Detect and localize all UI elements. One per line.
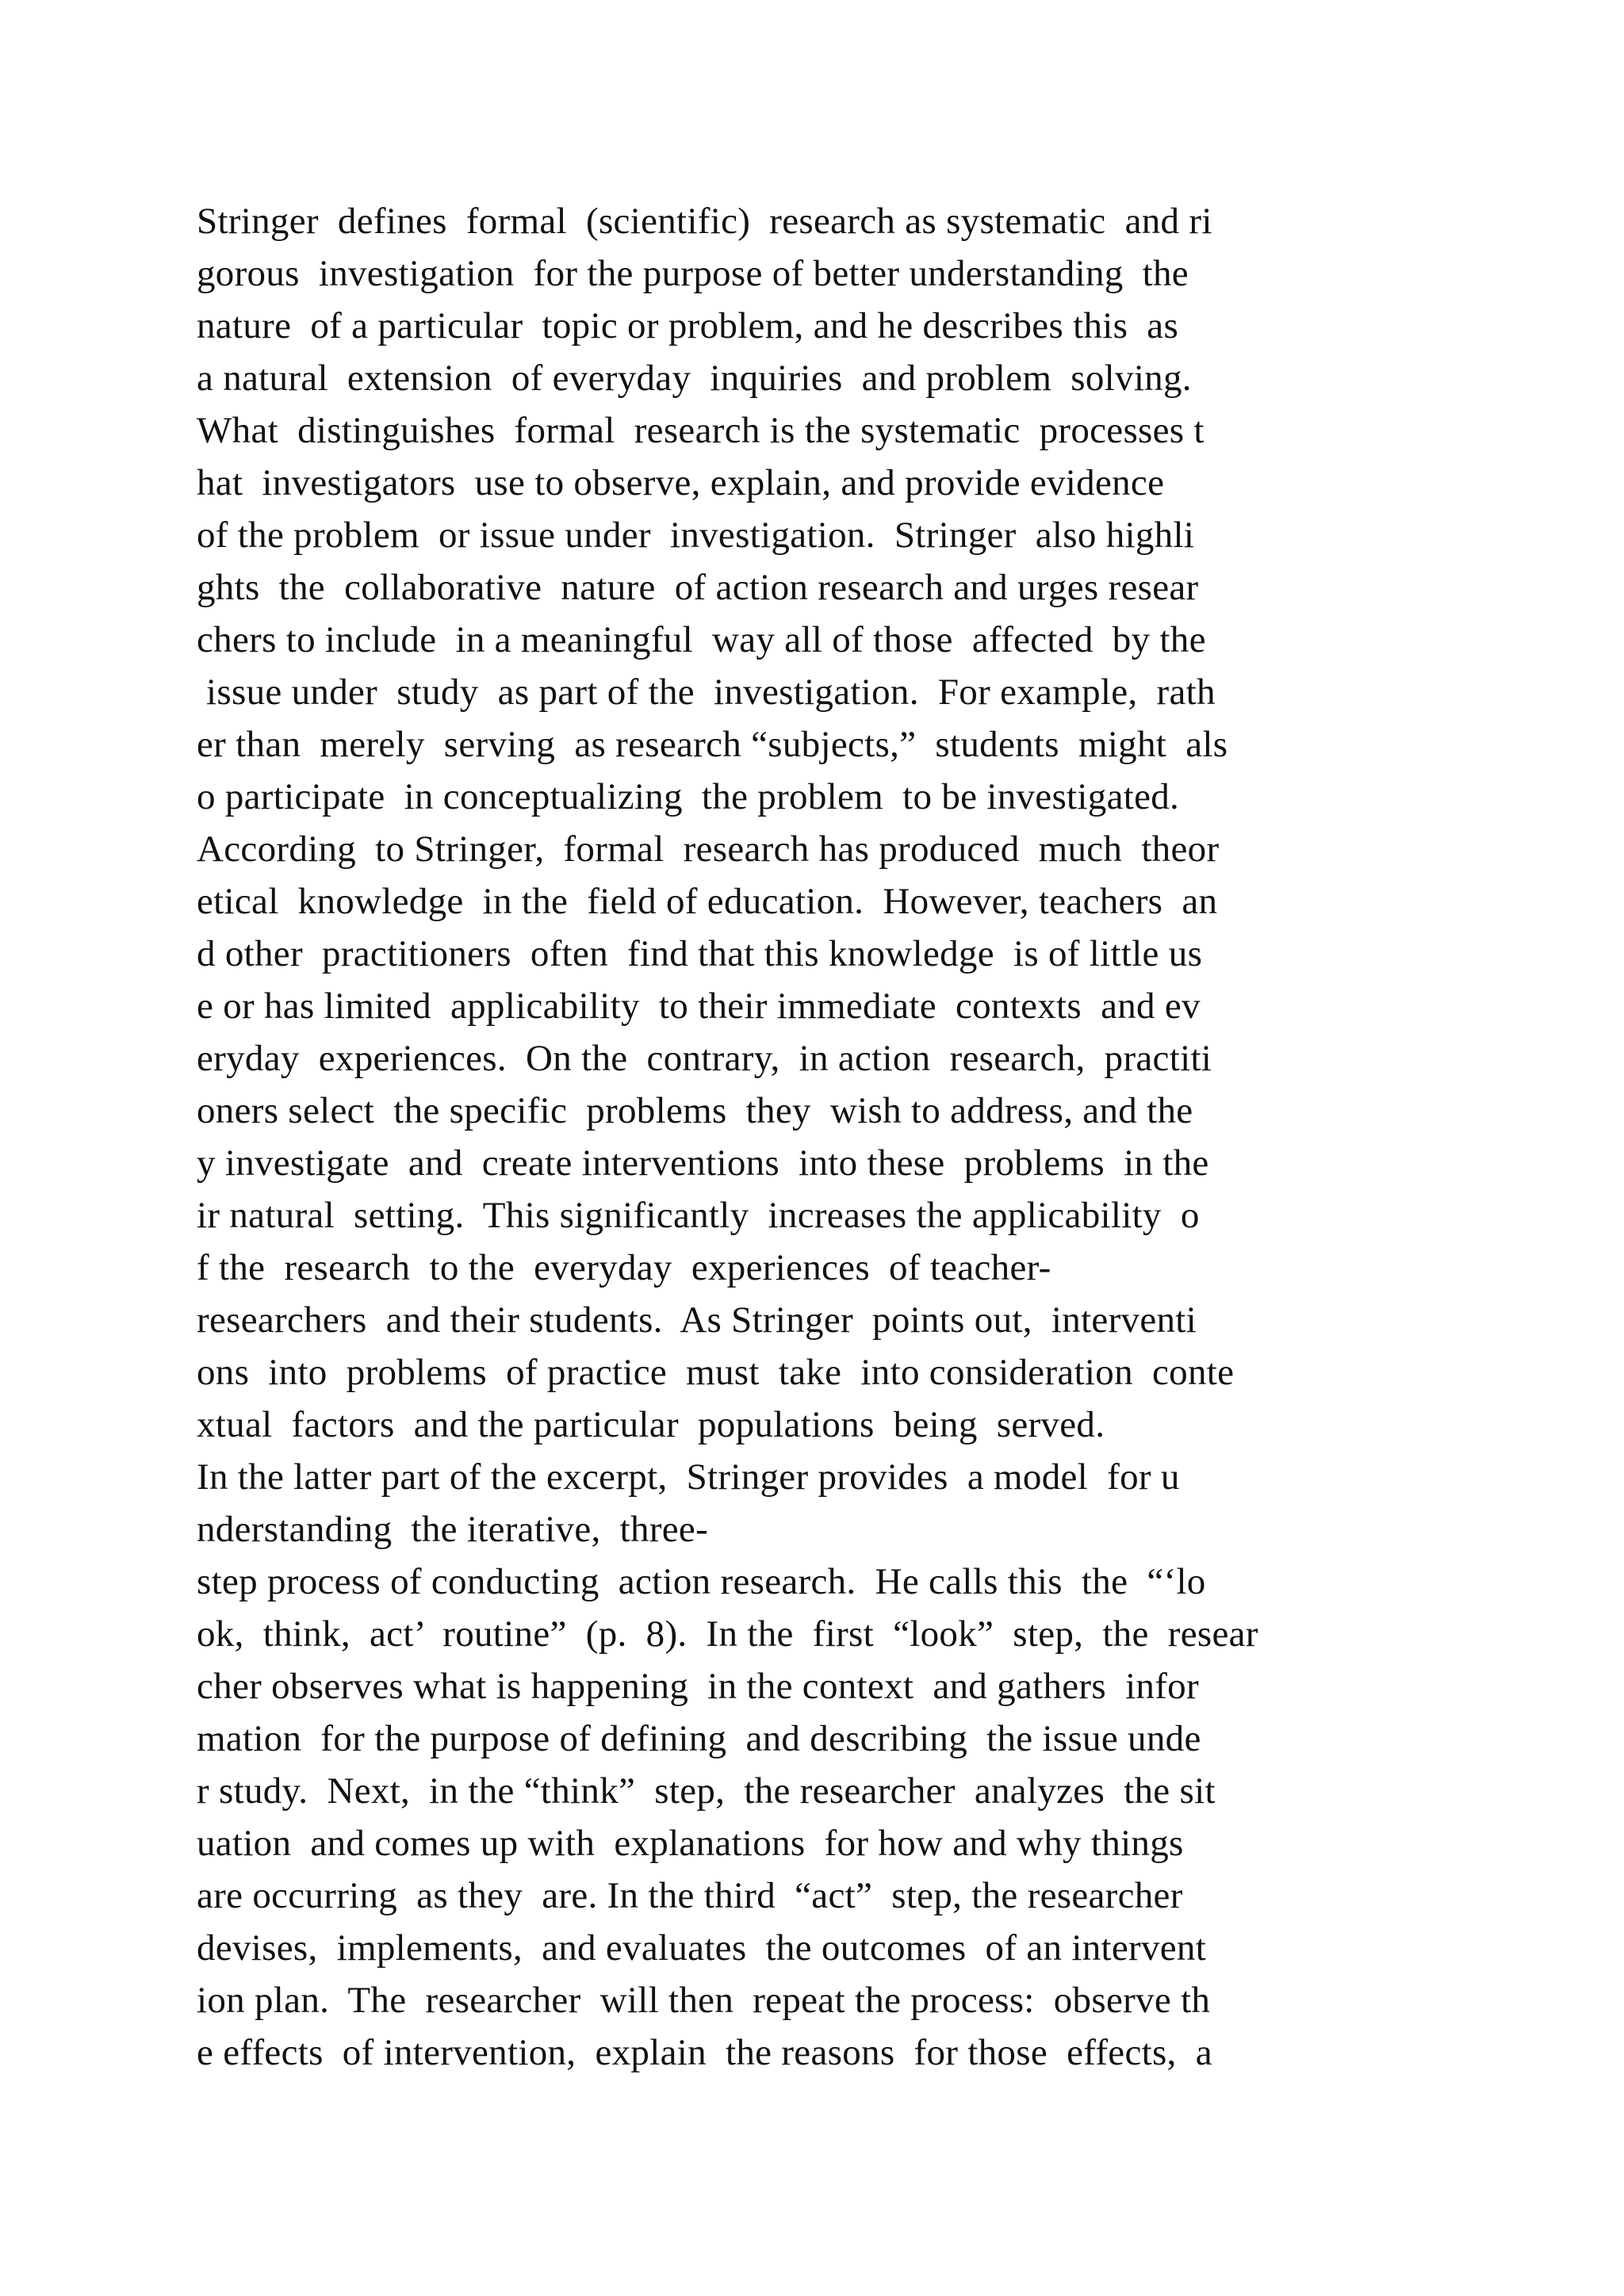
text-line: In the latter part of the excerpt, Stringer provides a model for u <box>197 1456 1180 1498</box>
text-line: ons into problems of practice must take into consideration conte <box>197 1352 1235 1393</box>
text-line: etical knowledge in the field of education. However, teachers an <box>197 881 1218 922</box>
text-line: o participate in conceptualizing the problem to be investigated. <box>197 776 1180 817</box>
text-line: y investigate and create interventions into these problems in the <box>197 1142 1209 1184</box>
text-line: According to Stringer, formal research has produced much theor <box>197 828 1220 870</box>
text-line: r study. Next, in the “think” step, the researcher analyzes the sit <box>197 1770 1216 1812</box>
text-line: step process of conducting action research. He calls this the “‘lo <box>197 1561 1206 1602</box>
text-line: What distinguishes formal research is the systematic processes t <box>197 410 1205 451</box>
text-line: ion plan. The researcher will then repeat the process: observe th <box>197 1980 1211 2021</box>
text-line: devises, implements, and evaluates the outcomes of an intervent <box>197 1927 1207 1969</box>
text-line: Stringer defines formal (scientific) research as systematic and ri <box>197 201 1212 242</box>
text-line: are occurring as they are. In the third “act” step, the researcher <box>197 1875 1183 1916</box>
text-line: e or has limited applicability to their immediate contexts and ev <box>197 985 1201 1027</box>
text-line: mation for the purpose of defining and describing the issue unde <box>197 1718 1201 1759</box>
text-line: e effects of intervention, explain the reasons for those effects, a <box>197 2032 1212 2073</box>
text-line: gorous investigation for the purpose of better understanding the <box>197 253 1189 294</box>
text-line: ok, think, act’ routine” (p. 8). In the first “look” step, the resear <box>197 1613 1258 1655</box>
text-line: f the research to the everyday experiences of teacher- <box>197 1247 1051 1288</box>
text-line: eryday experiences. On the contrary, in action research, practiti <box>197 1038 1212 1079</box>
text-line: xtual factors and the particular populations being served. <box>197 1404 1105 1445</box>
text-line: cher observes what is happening in the context and gathers infor <box>197 1666 1199 1707</box>
text-line: issue under study as part of the investigation. For example, rath <box>197 672 1216 713</box>
text-line: oners select the specific problems they wish to address, and the <box>197 1090 1193 1131</box>
text-line: of the problem or issue under investigation. Stringer also highli <box>197 515 1195 556</box>
text-line: chers to include in a meaningful way all of those affected by the <box>197 619 1206 660</box>
text-line: nature of a particular topic or problem, and he describes this as <box>197 305 1179 346</box>
text-line: ghts the collaborative nature of action research and urges resear <box>197 567 1199 608</box>
text-line: d other practitioners often find that this knowledge is of little us <box>197 933 1203 974</box>
text-line: ir natural setting. This significantly increases the applicability o <box>197 1195 1200 1236</box>
text-line: uation and comes up with explanations for how and why things <box>197 1823 1184 1864</box>
text-line: er than merely serving as research “subjects,” students might als <box>197 724 1228 765</box>
text-line: a natural extension of everyday inquiries and problem solving. <box>197 358 1192 399</box>
text-line: hat investigators use to observe, explain, and provide evidence <box>197 462 1165 503</box>
text-line: nderstanding the iterative, three- <box>197 1509 709 1550</box>
text-line: researchers and their students. As Stringer points out, interventi <box>197 1299 1197 1341</box>
